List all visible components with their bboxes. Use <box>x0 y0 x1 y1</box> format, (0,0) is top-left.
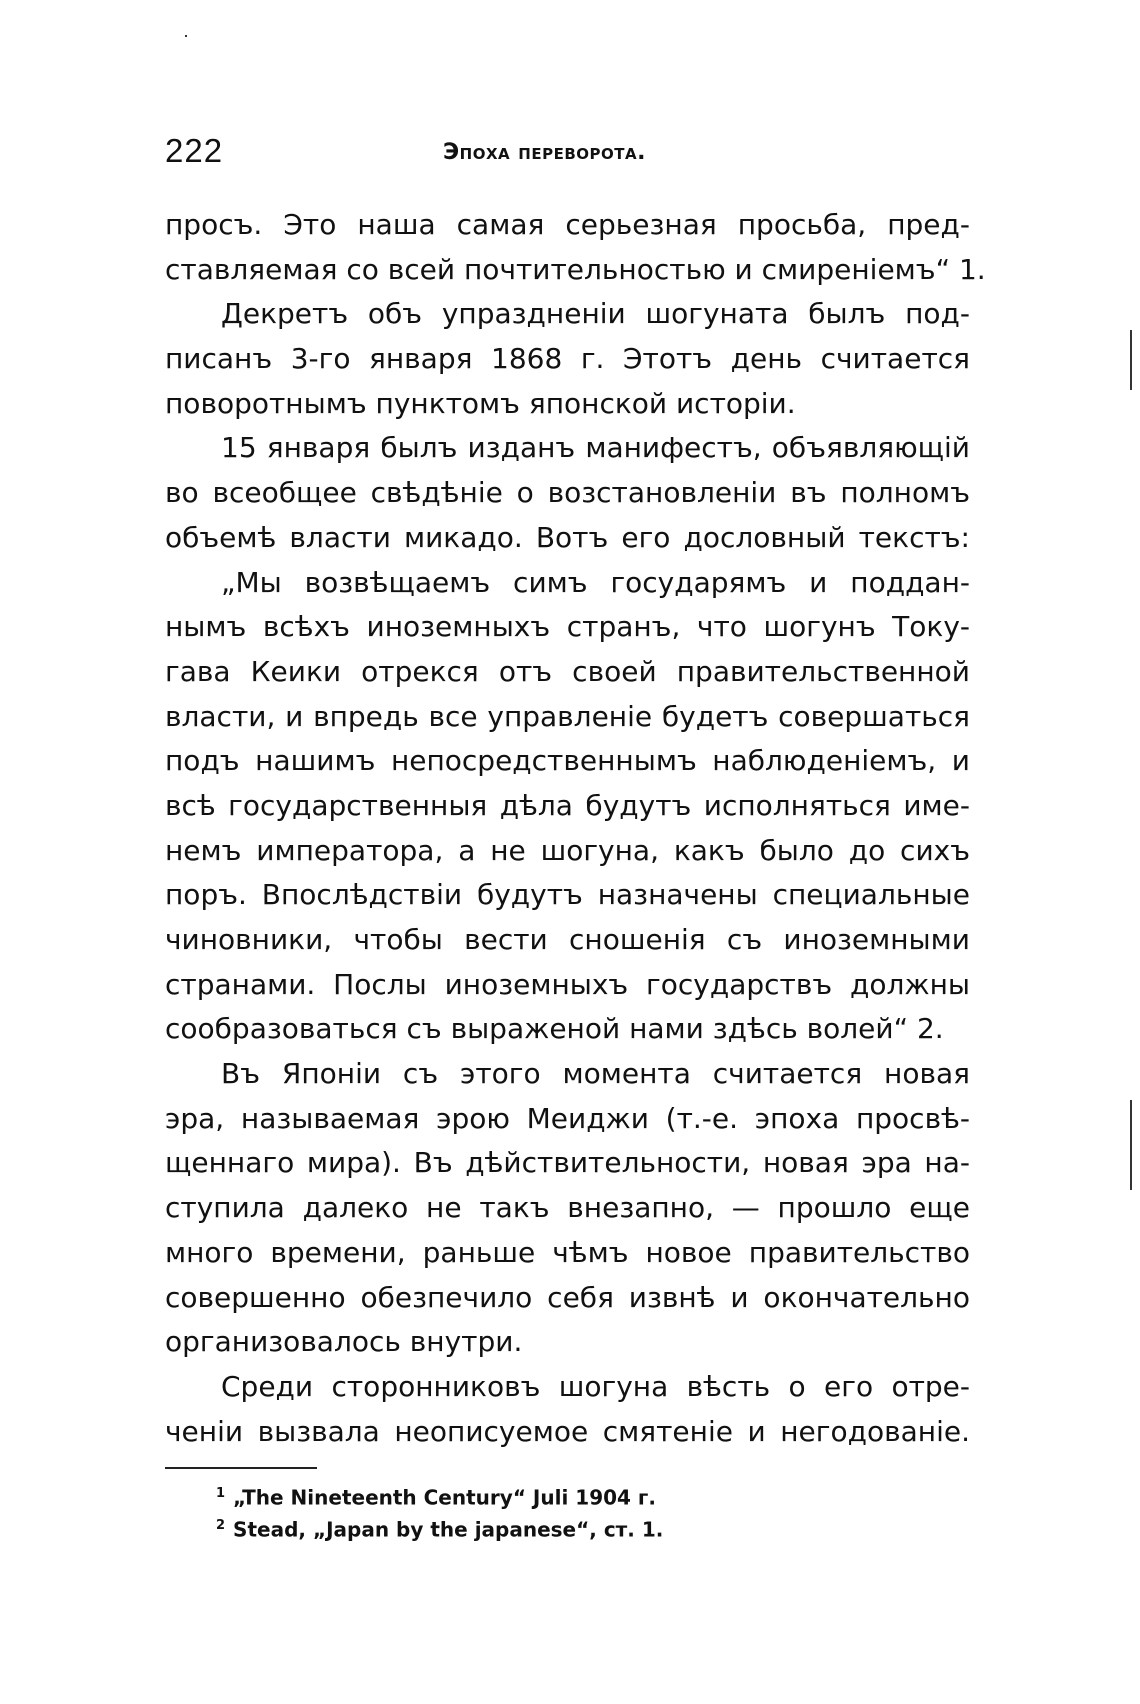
text-line: гава Кеики отрекся отъ своей правительственной <box>165 654 970 688</box>
footnote-divider <box>165 1467 317 1469</box>
text-line: поворотнымъ пунктомъ японской исторіи. <box>165 386 796 420</box>
text-line: чиновники, чтобы вести сношенія съ иноземными <box>165 923 970 956</box>
text-line: организовалось внутри. <box>165 1325 523 1359</box>
scan-artifact <box>1130 330 1132 390</box>
text-line: совершенно обезпечило себя извнѣ и окончательно <box>165 1280 970 1314</box>
footnote <box>216 1510 663 1542</box>
text-line: 15 января былъ изданъ манифестъ, объявляющій <box>221 431 970 465</box>
page-number: 222 <box>165 132 224 169</box>
text-line: эра, называемая эрою Меиджи (т.-е. эпоха просвѣ- <box>165 1101 970 1135</box>
text-line: власти, и впредь все управленіе будетъ совершаться <box>165 699 970 733</box>
footnotes <box>216 1478 663 1542</box>
scan-artifact <box>185 35 187 37</box>
text-line: нымъ всѣхъ иноземныхъ странъ, что шогунъ Току- <box>165 610 970 644</box>
text-line: немъ императора, а не шогуна, какъ было до сихъ <box>165 833 970 867</box>
text-line: всѣ государственныя дѣла будутъ исполняться име- <box>165 788 970 822</box>
body-text <box>165 203 986 1454</box>
text-line: писанъ 3-го января 1868 г. Этотъ день считается <box>165 342 970 376</box>
footnote-text: „The Nineteenth Century“ Juli 1904 г. <box>233 1485 656 1510</box>
text-line: ступила далеко не такъ внезапно, — прошло еще <box>165 1191 970 1225</box>
text-line: „Мы возвѣщаемъ симъ государямъ и поддан- <box>221 565 970 599</box>
scan-artifact <box>1130 1100 1132 1190</box>
text-line: просъ. Это наша самая серьезная просьба, пред- <box>165 208 970 241</box>
footnote <box>216 1478 663 1510</box>
text-line: ставляемая со всей почтительностью и смиреніемъ“ 1. <box>165 252 986 286</box>
text-line: Декретъ объ упраздненіи шогуната былъ под- <box>221 297 970 331</box>
running-title: Эпоха переворота. <box>443 140 646 165</box>
text-line: во всеобщее свѣдѣніе о возстановленіи въ полномъ <box>165 476 970 510</box>
text-line: сообразоваться съ выраженой нами здѣсь волей“ 2. <box>165 1012 944 1046</box>
page-header <box>165 132 970 182</box>
text-line: поръ. Впослѣдствіи будутъ назначены специальные <box>165 878 970 912</box>
text-line: объемѣ власти микадо. Вотъ его дословный текстъ: <box>165 520 970 554</box>
text-line: странами. Послы иноземныхъ государствъ должны <box>165 967 970 1001</box>
text-line: много времени, раньше чѣмъ новое правительство <box>165 1235 970 1269</box>
footnote-marker: 2 <box>216 1518 226 1533</box>
text-line: Въ Японіи съ этого момента считается новая <box>221 1057 970 1091</box>
text-line: ченіи вызвала неописуемое смятеніе и негодованіе. <box>165 1414 970 1448</box>
footnote-marker: 1 <box>216 1486 226 1501</box>
text-line: Среди сторонниковъ шогуна вѣсть о его отре- <box>221 1369 970 1403</box>
footnote-text: Stead, „Japan by the japanese“, ст. 1. <box>233 1517 664 1542</box>
text-line: щеннаго мира). Въ дѣйствительности, новая эра на- <box>165 1146 970 1180</box>
text-line: подъ нашимъ непосредственнымъ наблюденіемъ, и <box>165 744 970 778</box>
